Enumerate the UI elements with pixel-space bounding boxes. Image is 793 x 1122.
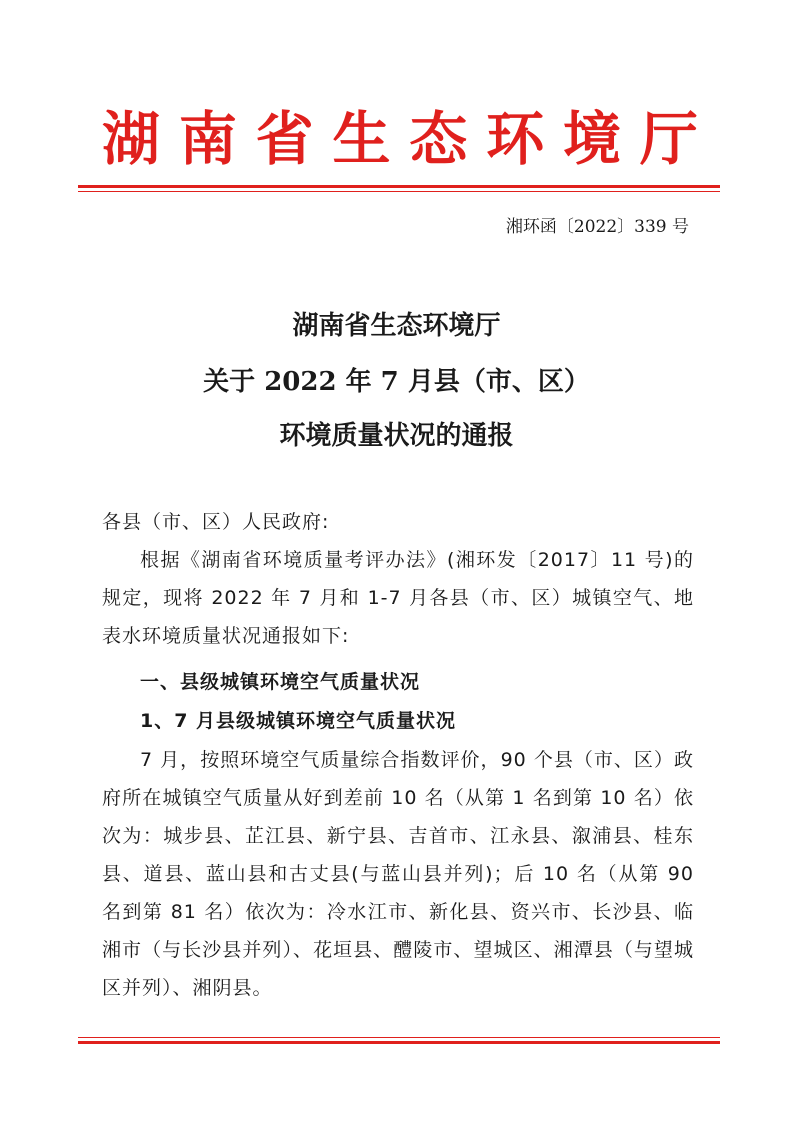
footer-rule-thick xyxy=(78,1041,720,1044)
masthead-char: 省 xyxy=(255,105,314,173)
masthead-char: 南 xyxy=(178,105,237,173)
salutation: 各县（市、区）人民政府: xyxy=(102,511,330,533)
subsection-heading: 1、7 月县级城镇环境空气质量状况 xyxy=(140,710,457,732)
masthead-char: 厅 xyxy=(639,105,698,173)
masthead-org-name xyxy=(100,102,700,176)
footer-rule-thin xyxy=(78,1037,720,1038)
title-line-3: 环境质量状况的通报 xyxy=(279,421,514,451)
header-rule-thin xyxy=(78,191,720,192)
section-heading: 一、县级城镇环境空气质量状况 xyxy=(140,671,421,693)
masthead-char: 境 xyxy=(563,105,622,173)
masthead-char: 环 xyxy=(486,105,545,173)
header-rule-thick xyxy=(78,185,720,188)
title-line-1: 湖南省生态环境厅 xyxy=(292,311,501,341)
masthead-char: 湖 xyxy=(101,105,160,173)
masthead-char: 生 xyxy=(332,105,391,173)
document-number: 湘环函〔2022〕339 号 xyxy=(505,217,689,237)
intro-paragraph: 根据《湖南省环境质量考评办法》(湘环发〔2017〕11 号)的规定，现将 2022 年 7 月和 1-7 月各县（市、区）城镇空气、地表水环境质量状况通报如下: xyxy=(102,549,694,647)
paragraph-air-quality-ranking: 7 月，按照环境空气质量综合指数评价，90 个县（市、区）政府所在城镇空气质量从好到差前 10 名（从第 1 名到第 10 名）依次为：城步县、芷江县、新宁县、吉首市、江永县、溆浦县、桂东县、道县、蓝山县和古丈县(与蓝山县并列)；后 10 名（从第 90 名到第 81 名）依次为：冷水江市、新化县、资兴市、长沙县、临湘市（与长沙县并列）、花垣县、醴陵市、望城区、湘潭县（与望城区并列）、湘阴县。 xyxy=(102,749,694,999)
masthead-char: 态 xyxy=(409,105,468,173)
title-line-2: 关于 2022 年 7 月县（市、区） xyxy=(203,367,590,397)
